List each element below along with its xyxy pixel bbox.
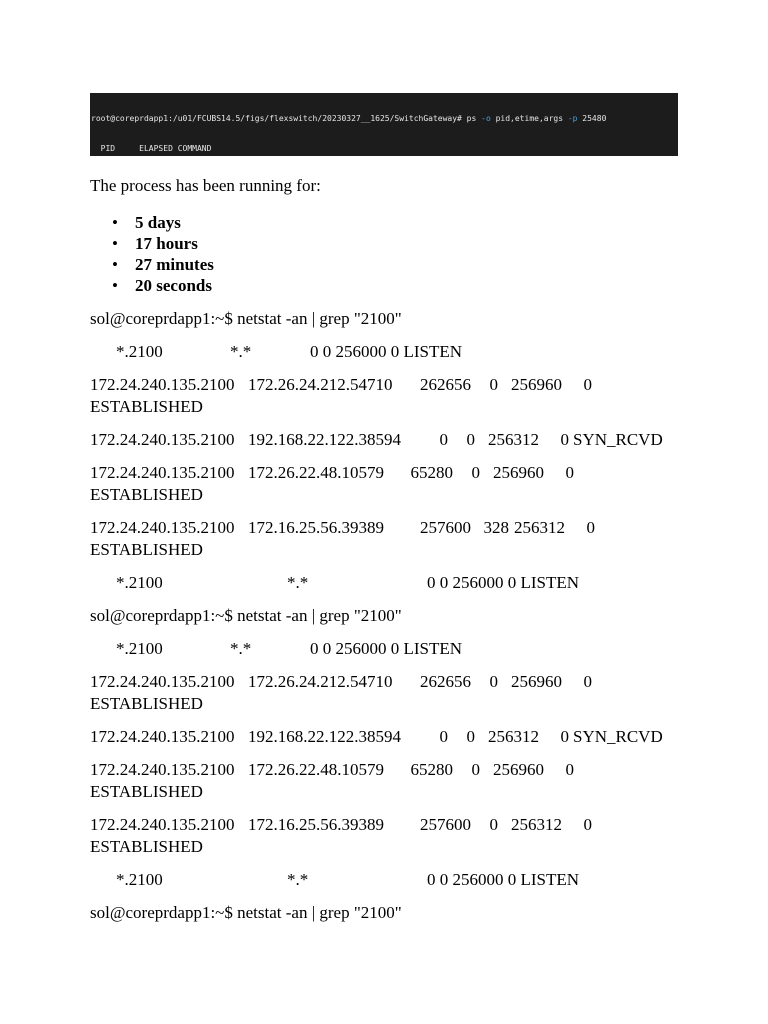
netstat-listen-row: *.2100 *.* 0 0 256000 0 LISTEN xyxy=(116,573,580,592)
netstat-command: sol@coreprdapp1:~$ netstat -an | grep "2100" xyxy=(90,903,402,922)
duration-item-seconds: • 20 seconds xyxy=(112,276,212,295)
netstat-listen-row: *.2100 *.* 0 0 256000 0 LISTEN xyxy=(116,870,580,889)
netstat-listen-row: *.2100 *.* 0 0 256000 0 LISTEN xyxy=(116,342,463,361)
document-body xyxy=(90,175,690,935)
netstat-command: sol@coreprdapp1:~$ netstat -an | grep "2100" xyxy=(90,606,402,625)
netstat-row: 172.24.240.135.2100 172.26.22.48.10579 65280 0 256960 0 ESTABLISHED xyxy=(90,760,574,801)
duration-item-days: • 5 days xyxy=(112,213,181,232)
netstat-row: 172.24.240.135.2100 192.168.22.122.38594 0 0 256312 0 SYN_RCVD xyxy=(90,727,663,746)
netstat-row: 172.24.240.135.2100 172.26.22.48.10579 65280 0 256960 0 ESTABLISHED xyxy=(90,463,574,504)
intro-text: The process has been running for: xyxy=(90,176,321,195)
netstat-row: 172.24.240.135.2100 172.26.24.212.54710 262656 0 256960 0 ESTABLISHED xyxy=(90,672,592,713)
netstat-row: 172.24.240.135.2100 192.168.22.122.38594 0 0 256312 0 SYN_RCVD xyxy=(90,430,663,449)
netstat-row: 172.24.240.135.2100 172.16.25.56.39389 257600 0 256312 0 ESTABLISHED xyxy=(90,815,592,856)
terminal-command-line: root@coreprdapp1:/u01/FCUBS14.5/figs/flexswitch/20230327__1625/SwitchGateway# ps -o pid,etime,args -p 25480 xyxy=(91,114,607,123)
terminal-screenshot xyxy=(90,93,678,156)
terminal-header-line: PID ELAPSED COMMAND xyxy=(91,144,212,153)
netstat-row: 172.24.240.135.2100 172.26.24.212.54710 262656 0 256960 0 ESTABLISHED xyxy=(90,375,592,416)
duration-item-minutes: • 27 minutes xyxy=(112,255,214,274)
bullet-icon: • xyxy=(112,213,118,232)
netstat-row: 172.24.240.135.2100 172.16.25.56.39389 257600 328 256312 0 ESTABLISHED xyxy=(90,518,595,559)
bullet-icon: • xyxy=(112,276,118,295)
netstat-command: sol@coreprdapp1:~$ netstat -an | grep "2100" xyxy=(90,309,402,328)
duration-list xyxy=(90,212,690,296)
bullet-icon: • xyxy=(112,255,118,274)
duration-item-hours: • 17 hours xyxy=(112,234,198,253)
netstat-listen-row: *.2100 *.* 0 0 256000 0 LISTEN xyxy=(116,639,463,658)
bullet-icon: • xyxy=(112,234,118,253)
